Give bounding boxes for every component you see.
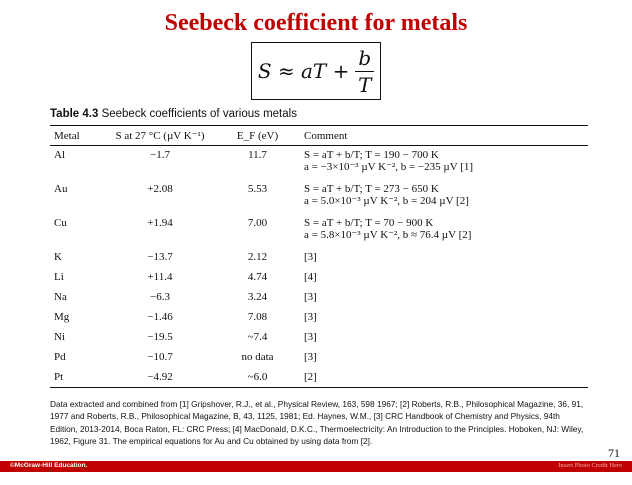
cell-comment xyxy=(300,146,588,180)
table-caption-text: Seebeck coefficients of various metals xyxy=(98,108,297,120)
table-row xyxy=(50,308,588,328)
cell-fermi-energy: no data xyxy=(241,350,274,363)
table-caption xyxy=(50,108,297,120)
cell-fermi-energy: ~6.0 xyxy=(215,368,300,388)
comment-line-1: [3] xyxy=(304,350,317,363)
cell-seebeck: −1.7 xyxy=(150,149,170,161)
formula-lhs: S ≈ aT + xyxy=(257,59,350,83)
header-comment: Comment xyxy=(300,126,588,146)
cell-fermi-energy: 2.12 xyxy=(247,250,268,263)
cell-metal: Al xyxy=(54,149,65,161)
cell-metal: Li xyxy=(54,270,64,283)
formula-numerator: b xyxy=(355,48,374,72)
table-header-row xyxy=(50,126,588,146)
table-row xyxy=(50,288,588,308)
comment-line-1: [3] xyxy=(304,330,317,343)
cell-comment xyxy=(300,368,588,388)
cell-seebeck: −19.5 xyxy=(147,330,173,343)
footer-photo-credit: Insert Photo Credit Here xyxy=(558,462,622,469)
cell-comment xyxy=(300,248,588,268)
cell-seebeck: +11.4 xyxy=(147,270,173,283)
comment-line-1: [3] xyxy=(304,290,317,303)
table-row xyxy=(50,328,588,348)
seebeck-table xyxy=(50,125,588,388)
cell-seebeck: −4.92 xyxy=(105,368,215,388)
cell-fermi-energy: 4.74 xyxy=(247,270,268,283)
cell-metal: Cu xyxy=(54,216,67,229)
header-metal: Metal xyxy=(50,126,105,146)
comment-line-1: [4] xyxy=(304,270,317,283)
header-fermi-energy: E_F (eV) xyxy=(215,126,300,146)
footer-copyright: ©McGraw-Hill Education. xyxy=(10,462,88,469)
table-row xyxy=(50,248,588,268)
cell-metal: Ni xyxy=(54,330,65,343)
comment-line-2: a = 5.8×10⁻³ µV K⁻², b ≈ 76.4 µV [2] xyxy=(304,228,472,241)
table-row xyxy=(50,146,588,180)
comment-line-1: [2] xyxy=(304,370,317,383)
cell-metal: Na xyxy=(54,290,67,303)
cell-seebeck: +2.08 xyxy=(147,182,173,195)
cell-comment xyxy=(300,288,588,308)
cell-metal: Mg xyxy=(54,310,70,323)
table-row xyxy=(50,268,588,288)
table-row xyxy=(50,180,588,214)
cell-seebeck: +1.94 xyxy=(147,216,173,229)
cell-fermi-energy: 7.08 xyxy=(247,310,268,323)
cell-seebeck: −10.7 xyxy=(147,350,173,363)
footnote: Data extracted and combined from [1] Gripshover, R.J., et al., Physical Review, 163, 598 1967; [2] Roberts, R.B., Philosophical Magazine, 36, 91, 1977 and Roberts, R.B., Philosophical Magazine, B, 43, 1125, 1981; Ed. Haynes, W.M., [3] CRC Handbook of Chemistry and Physics, 94th Edition, 2013-2014, Boca Raton, FL: CRC Press; [4] MacDonald, D.K.C., Thermoelectricity: An Introduction to the Principles. Hoboken, NJ: Wiley, 1962, Figure 31. The empirical equations for Au and Cu obtained by using data from [2]. xyxy=(50,399,584,446)
comment-line-1: [3] xyxy=(304,310,317,323)
table-row xyxy=(50,348,588,368)
cell-seebeck: −13.7 xyxy=(147,250,173,263)
comment-line-1: S = aT + b/T; T = 273 − 650 K xyxy=(304,182,439,195)
cell-fermi-energy: 5.53 xyxy=(247,182,268,195)
table-row xyxy=(50,368,588,388)
comment-line-2: a = −3×10⁻³ µV K⁻², b = −235 µV [1] xyxy=(304,161,474,173)
header-seebeck: S at 27 °C (µV K⁻¹) xyxy=(105,126,215,146)
comment-line-1: S = aT + b/T; T = 190 − 700 K xyxy=(304,149,439,161)
cell-metal: Au xyxy=(54,182,68,195)
table-caption-label: Table 4.3 xyxy=(50,108,99,120)
cell-metal: Pt xyxy=(50,368,105,388)
table-row xyxy=(50,214,588,248)
cell-seebeck: −1.46 xyxy=(147,310,173,323)
cell-fermi-energy: 3.24 xyxy=(247,290,268,303)
cell-comment xyxy=(300,268,588,288)
formula-denominator: T xyxy=(358,72,372,97)
page-number: 71 xyxy=(608,446,620,460)
cell-comment xyxy=(300,308,588,328)
cell-metal: K xyxy=(54,250,62,263)
cell-comment xyxy=(300,214,588,248)
cell-comment xyxy=(300,348,588,368)
cell-metal: Pd xyxy=(54,350,66,363)
table-body xyxy=(50,146,588,388)
formula-fraction xyxy=(355,45,374,97)
cell-fermi-energy: 11.7 xyxy=(248,149,267,161)
cell-seebeck: −6.3 xyxy=(150,290,170,303)
slide-title: Seebeck coefficient for metals xyxy=(164,10,468,36)
cell-fermi-energy: ~7.4 xyxy=(247,330,268,343)
comment-line-1: [3] xyxy=(304,250,317,263)
footer-bar xyxy=(0,461,632,472)
comment-line-1: S = aT + b/T; T = 70 − 900 K xyxy=(304,216,434,229)
comment-line-2: a = 5.0×10⁻³ µV K⁻², b = 204 µV [2] xyxy=(304,194,469,207)
cell-comment xyxy=(300,328,588,348)
seebeck-formula-box xyxy=(251,42,381,100)
cell-comment xyxy=(300,180,588,214)
cell-fermi-energy: 7.00 xyxy=(247,216,268,229)
